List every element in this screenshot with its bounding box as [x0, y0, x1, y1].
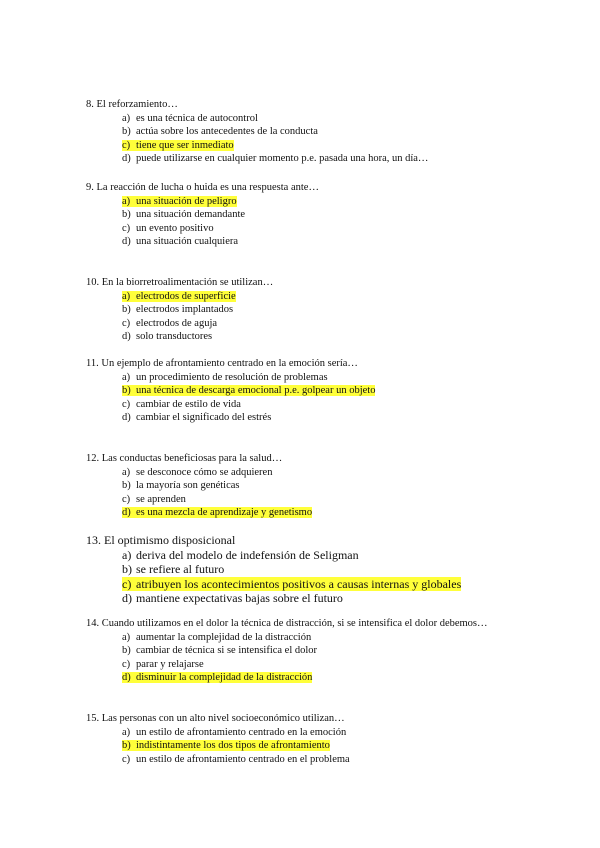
- option-c: c) se aprenden: [122, 493, 186, 505]
- option-text: parar y relajarse: [136, 658, 204, 670]
- option-d: d) solo transductores: [122, 331, 213, 342]
- option-d: d) es una mezcla de aprendizaje y genetismo: [122, 507, 313, 518]
- option-text: es una técnica de autocontrol: [136, 112, 258, 124]
- question-9: [86, 181, 526, 249]
- option-b: b) actúa sobre los antecedentes de la conducta: [122, 126, 318, 137]
- question-title: 10. En la biorretroalimentación se utilizan…: [86, 277, 274, 288]
- option-b: b) una técnica de descarga emocional p.e. golpear un objeto: [122, 385, 376, 396]
- question-title: 12. Las conductas beneficiosas para la salud…: [86, 453, 283, 464]
- option-text: electrodos de aguja: [136, 317, 218, 329]
- question-11: [86, 357, 526, 425]
- option-text: cambiar de estilo de vida: [136, 398, 241, 410]
- options-list: [86, 631, 526, 685]
- option-b: b) la mayoría son genéticas: [122, 480, 240, 491]
- question-title: 13. El optimismo disposicional: [86, 533, 236, 547]
- option-a: a) es una técnica de autocontrol: [122, 112, 258, 124]
- option-text: un estilo de afrontamiento centrado en la emoción: [136, 726, 347, 738]
- option-text: un estilo de afrontamiento centrado en el problema: [136, 753, 350, 765]
- option-b: b) se refiere al futuro: [122, 562, 225, 576]
- option-text: tiene que ser inmediato: [136, 139, 234, 151]
- question-title: 15. Las personas con un alto nivel socioeconómico utilizan…: [86, 713, 345, 724]
- option-text: puede utilizarse en cualquier momento p.e. pasada una hora, un día…: [136, 153, 429, 164]
- option-text: disminuir la complejidad de la distracción: [136, 672, 313, 683]
- question-10: [86, 276, 526, 344]
- question-12: [86, 452, 526, 520]
- option-a: a) se desconoce cómo se adquieren: [122, 466, 273, 478]
- option-text: electrodos implantados: [136, 304, 234, 315]
- option-text: un procedimiento de resolución de problemas: [136, 371, 328, 383]
- option-b: b) indistintamente los dos tipos de afrontamiento: [122, 740, 330, 751]
- option-c: c) tiene que ser inmediato: [122, 139, 234, 151]
- question-15: [86, 712, 526, 766]
- option-text: indistintamente los dos tipos de afrontamiento: [136, 740, 330, 751]
- options-list: [86, 726, 526, 767]
- option-c: c) parar y relajarse: [122, 658, 204, 670]
- option-text: aumentar la complejidad de la distracción: [136, 631, 312, 643]
- options-list: [86, 290, 526, 344]
- option-text: se desconoce cómo se adquieren: [136, 466, 273, 478]
- option-text: cambiar el significado del estrés: [136, 412, 272, 423]
- option-a: a) electrodos de superficie: [122, 290, 236, 302]
- option-c: c) atribuyen los acontecimientos positivos a causas internas y globales: [122, 576, 462, 591]
- option-text: actúa sobre los antecedentes de la conducta: [136, 126, 318, 137]
- options-list: [86, 195, 526, 249]
- option-d: d) una situación cualquiera: [122, 236, 239, 247]
- option-d: d) puede utilizarse en cualquier momento p.e. pasada una hora, un día…: [122, 153, 429, 164]
- option-b: b) electrodos implantados: [122, 304, 234, 315]
- option-text: un evento positivo: [136, 222, 214, 234]
- option-c: c) un estilo de afrontamiento centrado en el problema: [122, 753, 350, 765]
- options-list: [86, 112, 526, 166]
- question-14: [86, 617, 526, 685]
- option-b: b) cambiar de técnica si se intensifica el dolor: [122, 645, 318, 656]
- option-d: d) disminuir la complejidad de la distracción: [122, 672, 313, 683]
- options-list: [86, 548, 526, 606]
- option-text: una situación demandante: [136, 209, 246, 220]
- option-b: b) una situación demandante: [122, 209, 246, 220]
- question-title: 9. La reacción de lucha o huida es una respuesta ante…: [86, 182, 319, 193]
- option-text: una situación de peligro: [136, 195, 237, 207]
- question-8: [86, 98, 526, 166]
- question-13: [86, 533, 526, 606]
- option-text: una técnica de descarga emocional p.e. golpear un objeto: [136, 385, 376, 396]
- option-d: d) mantiene expectativas bajas sobre el futuro: [122, 591, 343, 605]
- option-text: solo transductores: [136, 331, 213, 342]
- option-c: c) cambiar de estilo de vida: [122, 398, 241, 410]
- options-list: [86, 466, 526, 520]
- option-text: cambiar de técnica si se intensifica el dolor: [136, 645, 318, 656]
- option-a: a) una situación de peligro: [122, 195, 237, 207]
- option-text: mantiene expectativas bajas sobre el futuro: [136, 591, 343, 605]
- option-a: a) un estilo de afrontamiento centrado en la emoción: [122, 726, 347, 738]
- option-text: una situación cualquiera: [136, 236, 239, 247]
- option-d: d) cambiar el significado del estrés: [122, 412, 272, 423]
- option-text: electrodos de superficie: [136, 290, 236, 302]
- option-text: se refiere al futuro: [136, 562, 225, 576]
- option-a: a) deriva del modelo de indefensión de Seligman: [122, 547, 359, 562]
- question-title: 14. Cuando utilizamos en el dolor la técnica de distracción, si se intensifica el dolor debemos…: [86, 618, 488, 629]
- option-a: a) un procedimiento de resolución de problemas: [122, 371, 328, 383]
- question-title: 11. Un ejemplo de afrontamiento centrado en la emoción sería…: [86, 358, 358, 369]
- option-text: atribuyen los acontecimientos positivos a causas internas y globales: [136, 576, 462, 591]
- option-c: c) electrodos de aguja: [122, 317, 218, 329]
- option-a: a) aumentar la complejidad de la distracción: [122, 631, 312, 643]
- option-text: se aprenden: [136, 493, 186, 505]
- option-text: la mayoría son genéticas: [136, 480, 240, 491]
- option-text: deriva del modelo de indefensión de Seligman: [136, 547, 359, 562]
- option-c: c) un evento positivo: [122, 222, 214, 234]
- option-text: es una mezcla de aprendizaje y genetismo: [136, 507, 313, 518]
- options-list: [86, 371, 526, 425]
- question-title: 8. El reforzamiento…: [86, 99, 178, 110]
